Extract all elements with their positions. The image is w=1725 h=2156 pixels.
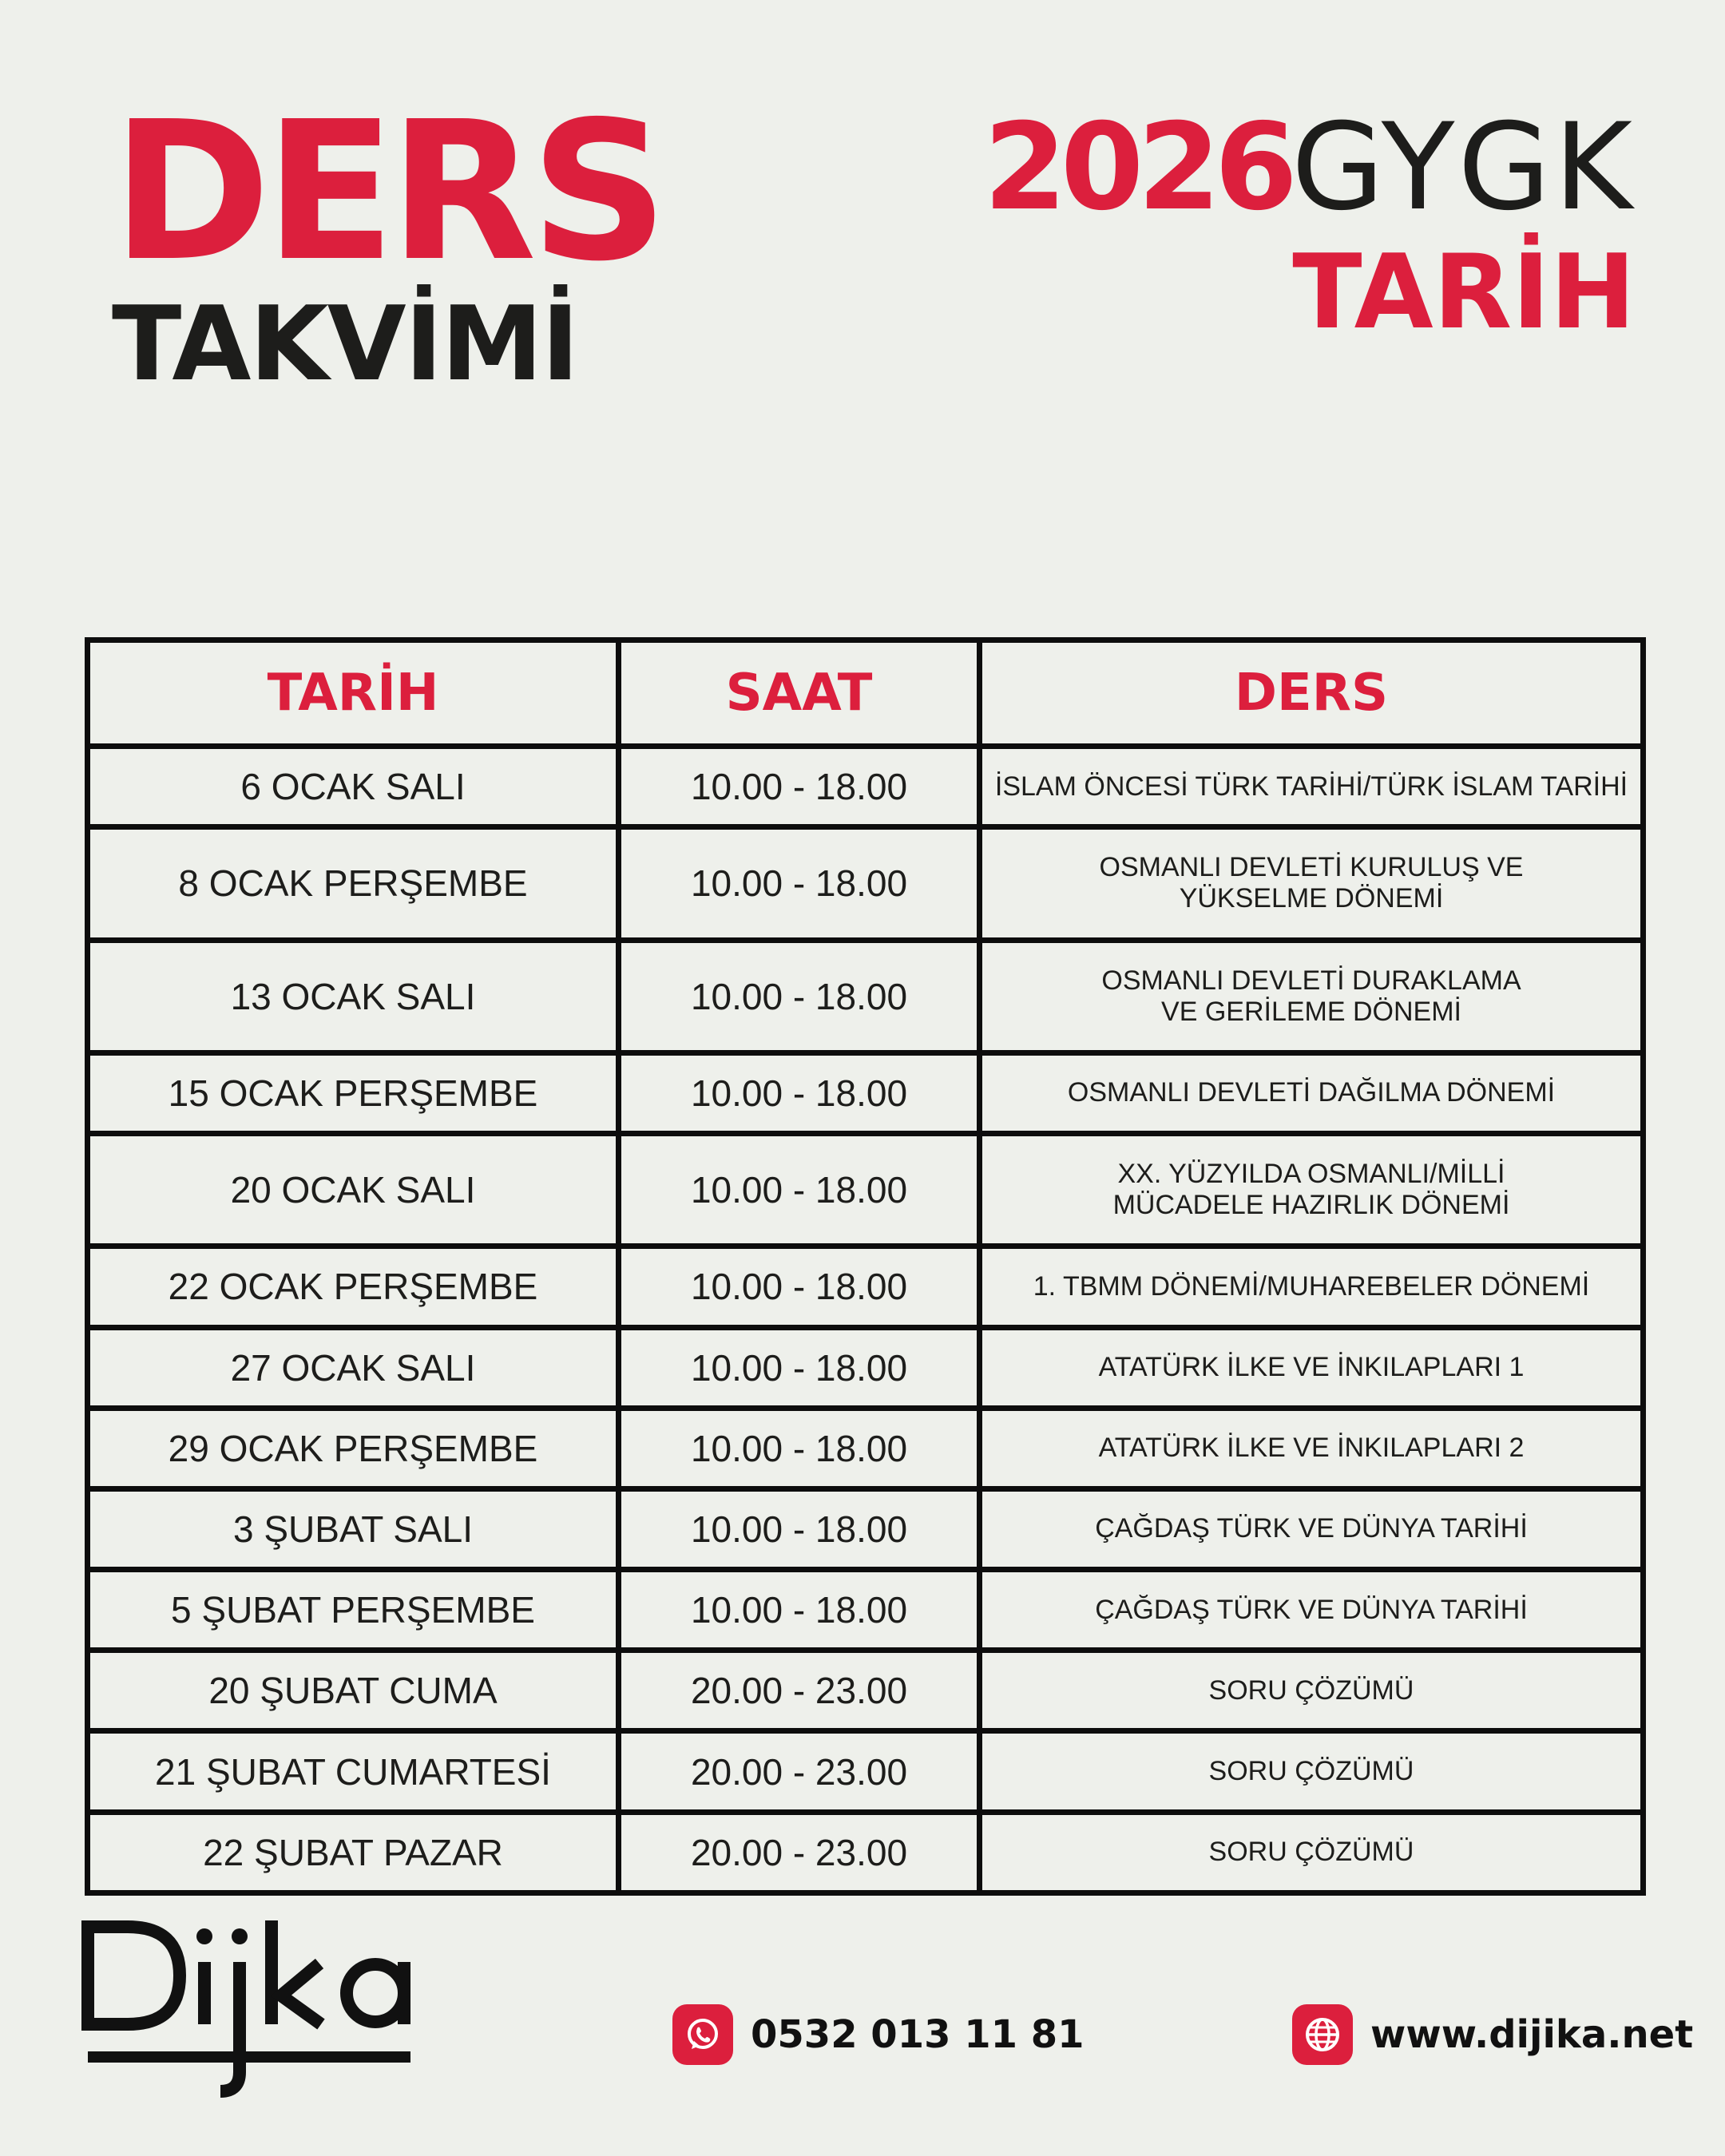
table-row: [88, 1134, 1644, 1246]
lesson-line: VE GERİLEME DÖNEMİ: [1161, 996, 1461, 1027]
time-cell: 10.00 - 18.00: [619, 747, 980, 827]
exam-name: GYGK: [1291, 98, 1636, 237]
date-cell: 20 OCAK SALI: [88, 1134, 619, 1246]
lesson-line: ÇAĞDAŞ TÜRK VE DÜNYA TARİHİ: [1095, 1594, 1528, 1625]
exam-title-block: [983, 98, 1636, 352]
lesson-line: SORU ÇÖZÜMÜ: [1208, 1674, 1414, 1706]
time-cell: 10.00 - 18.00: [619, 1327, 980, 1408]
website-url: www.dijika.net: [1370, 2012, 1694, 2057]
lesson-line: ATATÜRK İLKE VE İNKILAPLARI 1: [1098, 1352, 1525, 1383]
title-block: [112, 80, 662, 404]
date-cell: 3 ŞUBAT SALI: [88, 1488, 619, 1569]
time-cell: 10.00 - 18.00: [619, 827, 980, 940]
lesson-cell: [980, 1488, 1644, 1569]
lesson-cell: [980, 1570, 1644, 1651]
website-contact[interactable]: [1292, 2004, 1693, 2065]
lesson-line: OSMANLI DEVLETİ DURAKLAMA: [1101, 965, 1521, 996]
lesson-line: SORU ÇÖZÜMÜ: [1208, 1756, 1414, 1787]
lesson-cell: [980, 1812, 1644, 1892]
lesson-cell: [980, 1246, 1644, 1327]
date-cell: 22 ŞUBAT PAZAR: [88, 1812, 619, 1892]
column-header-time: SAAT: [619, 640, 980, 747]
table-row: [88, 747, 1644, 827]
table-row: [88, 1570, 1644, 1651]
lesson-line: XX. YÜZYILDA OSMANLI/MİLLİ: [1117, 1159, 1505, 1190]
time-cell: 20.00 - 23.00: [619, 1651, 980, 1731]
phone-number: 0532 013 11 81: [751, 2012, 1085, 2057]
column-header-date: TARİH: [88, 640, 619, 747]
time-cell: 10.00 - 18.00: [619, 1570, 980, 1651]
lesson-line: SORU ÇÖZÜMÜ: [1208, 1837, 1414, 1868]
time-cell: 10.00 - 18.00: [619, 940, 980, 1052]
time-cell: 20.00 - 23.00: [619, 1731, 980, 1812]
time-cell: 10.00 - 18.00: [619, 1052, 980, 1133]
title-takvimi: TAKVİMİ: [112, 285, 578, 404]
table-row: [88, 1246, 1644, 1327]
year-line: [983, 98, 1636, 237]
title-ders: DERS: [112, 80, 662, 303]
lesson-line: OSMANLI DEVLETİ DAĞILMA DÖNEMİ: [1067, 1077, 1556, 1108]
date-cell: 22 OCAK PERŞEMBE: [88, 1246, 619, 1327]
date-cell: 21 ŞUBAT CUMARTESİ: [88, 1731, 619, 1812]
phone-contact[interactable]: [672, 2004, 1085, 2065]
table-header-row: [88, 640, 1644, 747]
table-row: [88, 1327, 1644, 1408]
lesson-cell: [980, 940, 1644, 1052]
table-row: [88, 1731, 1644, 1812]
table-row: [88, 1651, 1644, 1731]
schedule-table: [85, 637, 1646, 1896]
lesson-line: ATATÜRK İLKE VE İNKILAPLARI 2: [1098, 1433, 1525, 1464]
lesson-line: 1. TBMM DÖNEMİ/MUHAREBELER DÖNEMİ: [1033, 1270, 1590, 1302]
subject-title: TARİH: [1292, 233, 1636, 352]
lesson-cell: [980, 1731, 1644, 1812]
table-row: [88, 1052, 1644, 1133]
lesson-cell: [980, 1327, 1644, 1408]
globe-icon: [1292, 2004, 1353, 2065]
date-cell: 6 OCAK SALI: [88, 747, 619, 827]
lesson-line: MÜCADELE HAZIRLIK DÖNEMİ: [1112, 1190, 1510, 1221]
time-cell: 10.00 - 18.00: [619, 1246, 980, 1327]
date-cell: 15 OCAK PERŞEMBE: [88, 1052, 619, 1133]
lesson-cell: [980, 1134, 1644, 1246]
time-cell: 10.00 - 18.00: [619, 1408, 980, 1488]
time-cell: 10.00 - 18.00: [619, 1134, 980, 1246]
whatsapp-icon: [672, 2004, 733, 2065]
lesson-cell: [980, 1052, 1644, 1133]
lesson-cell: [980, 747, 1644, 827]
table-row: [88, 1408, 1644, 1488]
table-row: [88, 827, 1644, 940]
year: 2026: [983, 98, 1291, 237]
lesson-cell: [980, 1651, 1644, 1731]
date-cell: 27 OCAK SALI: [88, 1327, 619, 1408]
lesson-line: OSMANLI DEVLETİ KURULUŞ VE: [1099, 852, 1524, 883]
column-header-lesson: DERS: [980, 640, 1644, 747]
time-cell: 10.00 - 18.00: [619, 1488, 980, 1569]
time-cell: 20.00 - 23.00: [619, 1812, 980, 1892]
lesson-cell: [980, 827, 1644, 940]
lesson-line: İSLAM ÖNCESİ TÜRK TARİHİ/TÜRK İSLAM TARİHİ: [994, 771, 1628, 802]
dijika-logo: [80, 1912, 447, 2104]
lesson-line: ÇAĞDAŞ TÜRK VE DÜNYA TARİHİ: [1095, 1513, 1528, 1544]
date-cell: 29 OCAK PERŞEMBE: [88, 1408, 619, 1488]
date-cell: 8 OCAK PERŞEMBE: [88, 827, 619, 940]
date-cell: 5 ŞUBAT PERŞEMBE: [88, 1570, 619, 1651]
date-cell: 20 ŞUBAT CUMA: [88, 1651, 619, 1731]
date-cell: 13 OCAK SALI: [88, 940, 619, 1052]
table-row: [88, 940, 1644, 1052]
table-row: [88, 1488, 1644, 1569]
lesson-line: YÜKSELME DÖNEMİ: [1179, 883, 1444, 914]
lesson-cell: [980, 1408, 1644, 1488]
table-row: [88, 1812, 1644, 1892]
